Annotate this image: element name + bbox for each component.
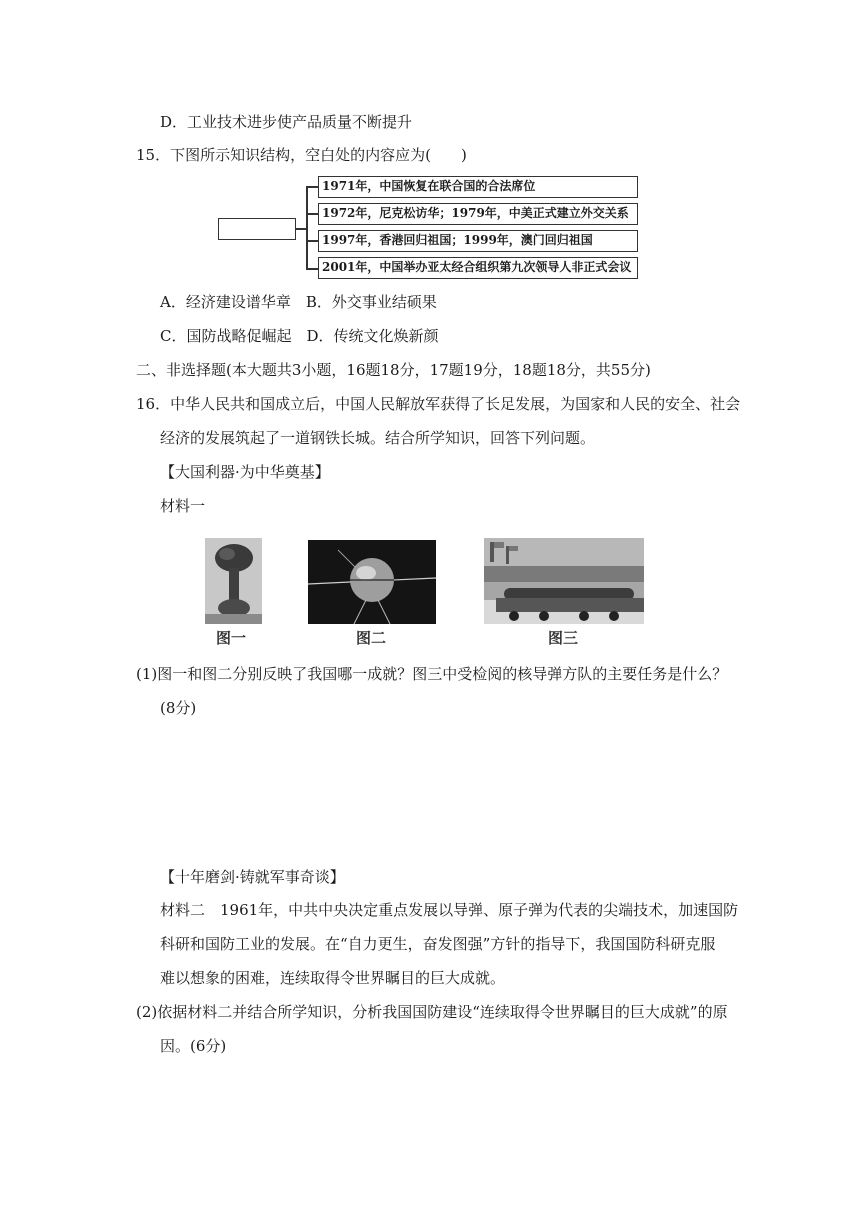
missile-parade-photo xyxy=(484,538,644,624)
diagram-branch-1971: 1971年，中国恢复在联合国的合法席位 xyxy=(318,176,638,198)
mushroom-cloud-image xyxy=(205,538,262,624)
q16-part2-question: (2)依据材料二并结合所学知识，分析我国国防建设“连续取得令世界瞩目的巨大成就”的原 xyxy=(136,1003,728,1021)
diagram-branch-2001: 2001年，中国举办亚太经合组织第九次领导人非正式会议 xyxy=(318,257,638,279)
material2-line1: 材料二 1961年，中共中央决定重点发展以导弹、原子弹为代表的尖端技术，加速国防 xyxy=(160,901,739,919)
material2-line3: 难以想象的困难，连续取得令世界瞩目的巨大成就。 xyxy=(160,969,506,987)
diagram-branch-1972: 1972年，尼克松访华；1979年，中美正式建立外交关系 xyxy=(318,203,638,225)
caption-figure-1: 图一 xyxy=(216,629,247,647)
material1-label: 材料一 xyxy=(160,497,206,515)
material2-line2: 科研和国防工业的发展。在“自力更生，奋发图强”方针的指导下，我国国防科研克服 xyxy=(160,935,716,953)
caption-figure-2: 图二 xyxy=(356,629,387,647)
mushroom-cloud-photo xyxy=(205,538,262,624)
diagram-bracket xyxy=(306,186,308,270)
satellite-photo xyxy=(308,540,436,624)
diagram-connector xyxy=(306,213,318,215)
part2-title: 【十年磨剑·铸就军事奇谈】 xyxy=(160,868,345,886)
satellite-image xyxy=(308,540,436,624)
diagram-connector xyxy=(306,268,318,270)
q16-part1-points: (8分) xyxy=(160,699,197,717)
q15-options-cd: C．国防战略促崛起 D．传统文化焕新颜 xyxy=(160,327,439,345)
diagram-connector xyxy=(296,228,306,230)
diagram-blank-box xyxy=(218,218,296,240)
q16-part1-question: (1)图一和图二分别反映了我国哪一成就？图三中受检阅的核导弹方队的主要任务是什么？ xyxy=(136,665,728,683)
q16-stem-line1: 16．中华人民共和国成立后，中国人民解放军获得了长足发展，为国家和人民的安全、社会 xyxy=(136,395,741,413)
caption-figure-3: 图三 xyxy=(548,629,579,647)
q16-stem-line2: 经济的发展筑起了一道钢铁长城。结合所学知识，回答下列问题。 xyxy=(160,429,596,447)
q15-options-ab: A．经济建设谱华章 B．外交事业结硕果 xyxy=(160,293,437,311)
diagram-connector xyxy=(306,240,318,242)
q15-stem: 15．下图所示知识结构，空白处的内容应为( ) xyxy=(136,146,467,164)
section-heading: 二、非选择题(本大题共3小题，16题18分，17题19分，18题18分，共55分) xyxy=(136,361,651,379)
missile-parade-image xyxy=(484,538,644,624)
part1-title: 【大国利器·为中华奠基】 xyxy=(160,463,330,481)
q14-option-d: D．工业技术进步使产品质量不断提升 xyxy=(160,113,413,131)
q16-part2-points: 因。(6分) xyxy=(160,1037,227,1055)
diagram-connector xyxy=(306,186,318,188)
diagram-branch-1997: 1997年，香港回归祖国；1999年，澳门回归祖国 xyxy=(318,230,638,252)
